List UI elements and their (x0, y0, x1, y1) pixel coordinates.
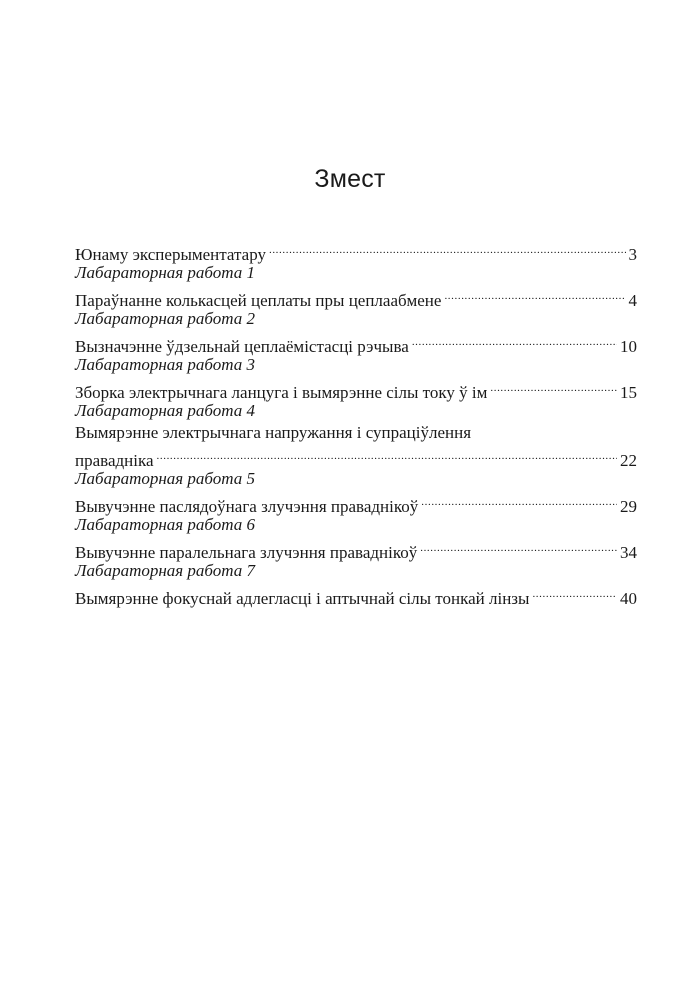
dot-leader (420, 536, 617, 558)
toc-entry-text: Вызначэнне ўдзельнай цеплаёмістасці рэчыва (75, 337, 409, 356)
toc-page-number: 40 (620, 589, 637, 608)
toc-page-number: 4 (628, 291, 637, 310)
toc-entry-text: Вывучэнне паралельнага злучэння праваднікоў (75, 543, 418, 562)
toc-entry-text: Вымярэнне электрычнага напружання і супраціўлення (75, 423, 472, 442)
toc-page-number: 34 (620, 543, 637, 562)
page-title: Змест (314, 165, 386, 193)
dot-leader (157, 444, 617, 466)
toc-section-2 (75, 308, 637, 356)
toc-entry[interactable] (75, 490, 637, 516)
section-label: Лабараторная работа 5 (75, 469, 255, 488)
dot-leader (269, 238, 626, 260)
toc-section-5 (75, 468, 637, 516)
toc-page-number: 15 (620, 383, 637, 402)
toc-section-3 (75, 354, 637, 402)
toc-entry[interactable] (75, 330, 637, 356)
toc-entry[interactable] (75, 376, 637, 402)
toc-entry-text: Юнаму эксперыментатару (75, 245, 266, 264)
section-label: Лабараторная работа 1 (75, 263, 255, 282)
dot-leader (532, 582, 617, 604)
toc-section-4 (75, 400, 637, 470)
dot-leader (412, 330, 617, 352)
toc-page-number: 3 (628, 245, 637, 264)
section-label: Лабараторная работа 7 (75, 561, 255, 580)
dot-leader (490, 376, 617, 398)
toc-entry[interactable] (75, 536, 637, 562)
toc-entry-first-line[interactable] (75, 422, 637, 444)
section-label: Лабараторная работа 4 (75, 401, 255, 420)
toc-page-number: 10 (620, 337, 637, 356)
table-of-contents (75, 238, 637, 608)
toc-section-6 (75, 514, 637, 562)
toc-page-number: 29 (620, 497, 637, 516)
dot-leader (421, 490, 617, 512)
toc-page-number: 22 (620, 451, 637, 470)
section-label: Лабараторная работа 2 (75, 309, 255, 328)
toc-entry-intro[interactable] (75, 238, 637, 264)
toc-entry[interactable] (75, 284, 637, 310)
dot-leader (444, 284, 625, 306)
toc-entry-text: Параўнанне колькасцей цеплаты пры цеплаабмене (75, 291, 442, 310)
toc-entry-text: Зборка электрычнага ланцуга і вымярэнне сілы току ў ім (75, 383, 488, 402)
toc-entry-text: Вывучэнне паслядоўнага злучэння праваднікоў (75, 497, 419, 516)
toc-entry-text-continued: праваднiка (75, 451, 154, 470)
toc-section-7 (75, 560, 637, 608)
toc-entry[interactable] (75, 444, 637, 470)
toc-entry[interactable] (75, 582, 637, 608)
toc-section-1 (75, 262, 637, 310)
section-label: Лабараторная работа 6 (75, 515, 255, 534)
section-label: Лабараторная работа 3 (75, 355, 255, 374)
toc-entry-text: Вымярэнне фокуснай адлегласці і аптычнай сілы тонкай лінзы (75, 589, 530, 608)
